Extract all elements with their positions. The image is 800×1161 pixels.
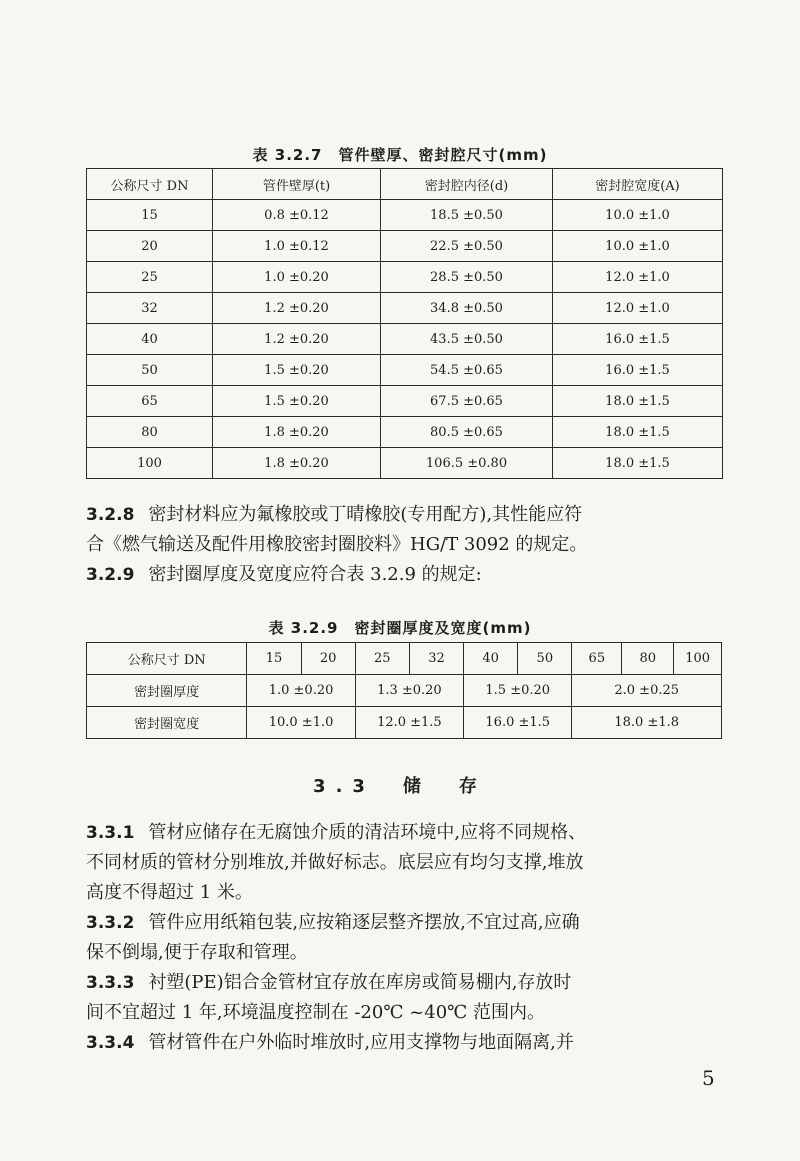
clause-3-2-9 [86,560,726,590]
thickness-row [87,675,722,707]
cell-dn: 40 [464,643,518,675]
row-label-dn: 公称尺寸 DN [87,643,247,675]
cell-chamber-diameter: 28.5 ±0.50 [381,262,553,293]
clause-number: 3.3.4 [86,1033,135,1053]
cell-wall-thickness: 1.0 ±0.20 [213,262,381,293]
clause-number: 3.2.9 [86,565,135,585]
cell-width: 16.0 ±1.5 [464,707,572,739]
clause-text: 保不倒塌,便于存取和管理。 [86,942,308,963]
cell-chamber-width: 18.0 ±1.5 [553,448,723,479]
cell-wall-thickness: 1.5 ±0.20 [213,355,381,386]
clause-text: 衬塑(PE)铝合金管材宜存放在库房或简易棚内,存放时 [148,972,572,993]
table-row [87,386,723,417]
cell-thickness: 1.3 ±0.20 [355,675,463,707]
clause-number: 3.2.8 [86,505,135,525]
clause-text: 管材应储存在无腐蚀介质的清洁环境中,应将不同规格、 [148,822,587,843]
cell-chamber-width: 18.0 ±1.5 [553,386,723,417]
cell-chamber-width: 10.0 ±1.0 [553,200,723,231]
table-3-2-7-caption: 表 3.2.7 管件壁厚、密封腔尺寸(mm) [252,146,548,164]
table-3-2-9 [86,642,722,739]
clause-3-2-8 [86,500,726,560]
cell-chamber-width: 10.0 ±1.0 [553,231,723,262]
cell-dn: 25 [87,262,213,293]
table-row [87,448,723,479]
table-3-2-9-caption: 表 3.2.9 密封圈厚度及宽度(mm) [268,619,532,637]
page-number: 5 [702,1066,715,1090]
table-row [87,200,723,231]
clause-number: 3.3.3 [86,973,135,993]
cell-chamber-width: 12.0 ±1.0 [553,293,723,324]
cell-dn: 80 [622,643,674,675]
cell-chamber-diameter: 34.8 ±0.50 [381,293,553,324]
column-header-chamber-diameter: 密封腔内径(d) [381,169,553,200]
cell-chamber-width: 12.0 ±1.0 [553,262,723,293]
cell-dn: 100 [674,643,722,675]
table-row [87,417,723,448]
table-row [87,355,723,386]
cell-chamber-width: 16.0 ±1.5 [553,324,723,355]
cell-chamber-diameter: 43.5 ±0.50 [381,324,553,355]
cell-chamber-width: 18.0 ±1.5 [553,417,723,448]
cell-dn: 50 [87,355,213,386]
cell-dn: 100 [87,448,213,479]
clause-text: 高度不得超过 1 米。 [86,882,253,903]
cell-dn: 32 [409,643,463,675]
table-row [87,231,723,262]
clause-number: 3.3.1 [86,823,135,843]
cell-width: 12.0 ±1.5 [355,707,463,739]
cell-dn: 20 [301,643,355,675]
row-label-thickness: 密封圈厚度 [87,675,247,707]
row-label-width: 密封圈宽度 [87,707,247,739]
cell-width: 18.0 ±1.8 [572,707,722,739]
clause-text: 不同材质的管材分别堆放,并做好标志。底层应有均匀支撑,堆放 [86,852,584,873]
clause-3-3-2 [86,908,726,968]
column-header-wall-thickness: 管件壁厚(t) [213,169,381,200]
cell-width: 10.0 ±1.0 [247,707,355,739]
cell-dn: 32 [87,293,213,324]
cell-chamber-width: 16.0 ±1.5 [553,355,723,386]
cell-dn: 40 [87,324,213,355]
clause-3-3-4 [86,1028,726,1058]
table-row [87,293,723,324]
cell-chamber-diameter: 80.5 ±0.65 [381,417,553,448]
cell-wall-thickness: 1.8 ±0.20 [213,448,381,479]
section-heading-3-3: 3.3 储 存 [313,776,487,797]
table-header-row [87,169,723,200]
cell-dn: 80 [87,417,213,448]
cell-wall-thickness: 1.5 ±0.20 [213,386,381,417]
clause-text: 密封材料应为氟橡胶或丁晴橡胶(专用配方),其性能应符 [148,504,583,525]
cell-chamber-diameter: 54.5 ±0.65 [381,355,553,386]
clause-text: 管材管件在户外临时堆放时,应用支撑物与地面隔离,并 [148,1032,574,1053]
cell-chamber-diameter: 67.5 ±0.65 [381,386,553,417]
cell-dn: 65 [87,386,213,417]
clause-3-3-3 [86,968,726,1028]
width-row [87,707,722,739]
cell-wall-thickness: 0.8 ±0.12 [213,200,381,231]
column-header-dn: 公称尺寸 DN [87,169,213,200]
column-header-chamber-width: 密封腔宽度(A) [553,169,723,200]
clause-number: 3.3.2 [86,913,135,933]
cell-chamber-diameter: 18.5 ±0.50 [381,200,553,231]
clause-text: 密封圈厚度及宽度应符合表 3.2.9 的规定: [148,564,482,585]
cell-dn: 20 [87,231,213,262]
cell-thickness: 1.5 ±0.20 [464,675,572,707]
cell-wall-thickness: 1.2 ±0.20 [213,293,381,324]
clause-3-3-1 [86,818,726,908]
cell-chamber-diameter: 22.5 ±0.50 [381,231,553,262]
clause-text: 合《燃气输送及配件用橡胶密封圈胶料》HG/T 3092 的规定。 [86,534,588,555]
clause-text: 间不宜超过 1 年,环境温度控制在 -20℃ ~40℃ 范围内。 [86,1002,546,1023]
cell-wall-thickness: 1.8 ±0.20 [213,417,381,448]
cell-wall-thickness: 1.0 ±0.12 [213,231,381,262]
cell-wall-thickness: 1.2 ±0.20 [213,324,381,355]
dn-row [87,643,722,675]
cell-chamber-diameter: 106.5 ±0.80 [381,448,553,479]
cell-dn: 25 [355,643,409,675]
table-row [87,324,723,355]
cell-dn: 65 [572,643,622,675]
cell-thickness: 1.0 ±0.20 [247,675,355,707]
cell-thickness: 2.0 ±0.25 [572,675,722,707]
cell-dn: 15 [247,643,301,675]
cell-dn: 15 [87,200,213,231]
table-3-2-7 [86,168,723,479]
table-row [87,262,723,293]
cell-dn: 50 [518,643,572,675]
clause-text: 管件应用纸箱包装,应按箱逐层整齐摆放,不宜过高,应确 [148,912,580,933]
